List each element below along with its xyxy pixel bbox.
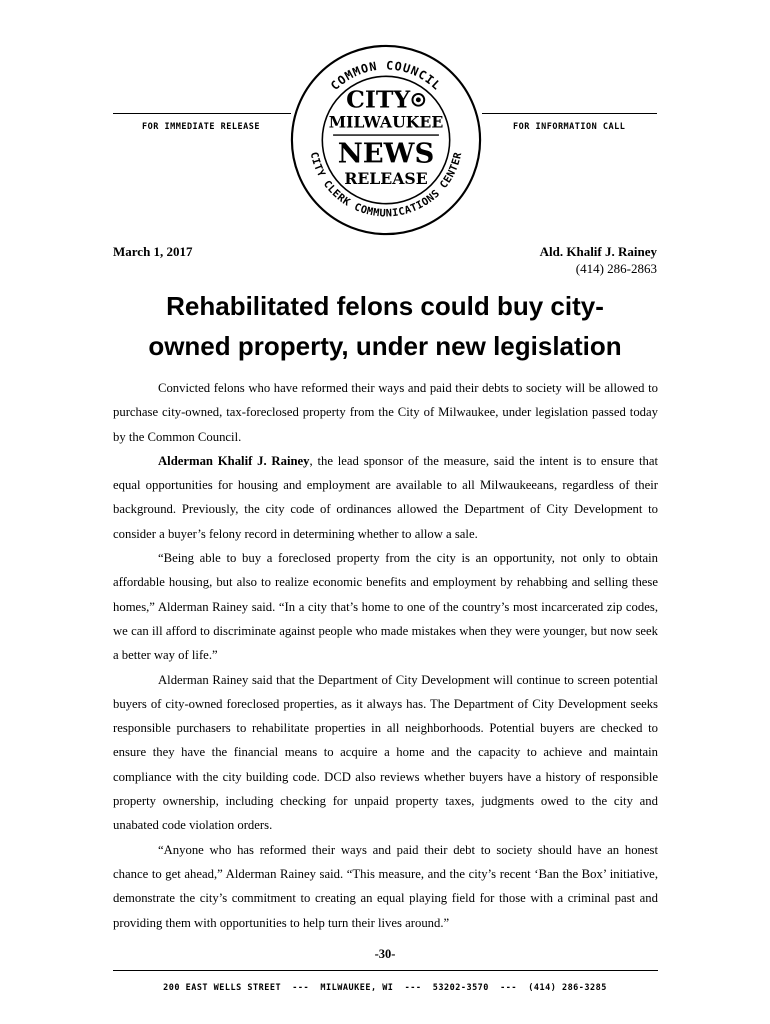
seal-release-text: RELEASE <box>344 169 428 189</box>
pretzel-icon <box>412 94 424 106</box>
headline-line-1: Rehabilitated felons could buy city- <box>166 291 604 321</box>
contact-block <box>540 243 657 277</box>
seal-milwaukee-text: MILWAUKEE <box>328 112 444 132</box>
paragraph-2 <box>113 449 658 546</box>
header-rule-right <box>482 113 657 114</box>
news-release-seal-logo <box>288 42 484 238</box>
seal-bottom-arc-text: CITY CLERK COMMUNICATIONS CENTER <box>307 150 465 220</box>
seal-news-text: NEWS <box>337 137 435 170</box>
information-call-label: FOR INFORMATION CALL <box>513 122 626 132</box>
paragraph-4: Alderman Rainey said that the Department of City Development will continue to screen potential buyers of city-owned foreclosed properties, as it always has. The Department of City Development seeks responsible purchasers to rehabilitate properties in all neighborhoods. Potential buyers are checked to ensure they have the financial means to acquire a home and the capacity to achieve and maintain compliance with the city building code. DCD also reviews whether buyers have a history of responsible property ownership, including checking for unpaid property taxes, judgments owed to the city and unabated code violation orders. <box>113 672 658 833</box>
article-body <box>113 376 658 935</box>
seal-city-text: CITY <box>346 85 411 114</box>
paragraph-3: “Being able to buy a foreclosed property from the city is an opportunity, not only to obtain affordable housing, but also to realize economic benefits and employment by rehabbing and selling these homes,” Alderman Rainey said. “In a city that’s home to one of the country’s most incarcerated zip codes, we can ill afford to discriminate against people who made mistakes when they were younger, but now seek a better way of life.” <box>113 551 658 663</box>
contact-phone: (414) 286-2863 <box>575 261 657 276</box>
header-rule-left <box>113 113 291 114</box>
release-date: March 1, 2017 <box>113 244 193 259</box>
paragraph-2-text: , the lead sponsor of the measure, said the intent is to ensure that equal opportunities for housing and employment are available to all Milwaukeeans, regardless of their background. Previously, the city code of ordinances allowed the Department of City Development to consider a buyer’s felony record in determining whether to allow a sale. <box>113 453 658 541</box>
contact-name: Ald. Khalif J. Rainey <box>539 244 657 259</box>
headline-line-2: owned property, under new legislation <box>148 331 622 361</box>
footer-rule <box>113 970 658 971</box>
paragraph-1: Convicted felons who have reformed their ways and paid their debts to society will be allowed to purchase city-owned, tax-foreclosed property from the City of Milwaukee, under legislation passed today by the Common Council. <box>113 381 658 444</box>
seal-top-arc-text: COMMON COUNCIL <box>327 58 445 94</box>
headline <box>95 286 675 366</box>
sponsor-name: Alderman Khalif J. Rainey <box>158 453 310 468</box>
immediate-release-label: FOR IMMEDIATE RELEASE <box>142 122 260 132</box>
end-mark: -30- <box>374 947 396 961</box>
paragraph-5: “Anyone who has reformed their ways and paid their debt to society should have an honest chance to get ahead,” Alderman Rainey said. “This measure, and the city’s recent ‘Ban the Box’ initiative, demonstrate the city’s commitment to creating an equal playing field for those with a criminal past and providing them with opportunities to help turn their lives around.” <box>113 842 658 930</box>
footer-address: 200 EAST WELLS STREET --- MILWAUKEE, WI --- 53202-3570 --- (414) 286-3285 <box>163 983 607 993</box>
